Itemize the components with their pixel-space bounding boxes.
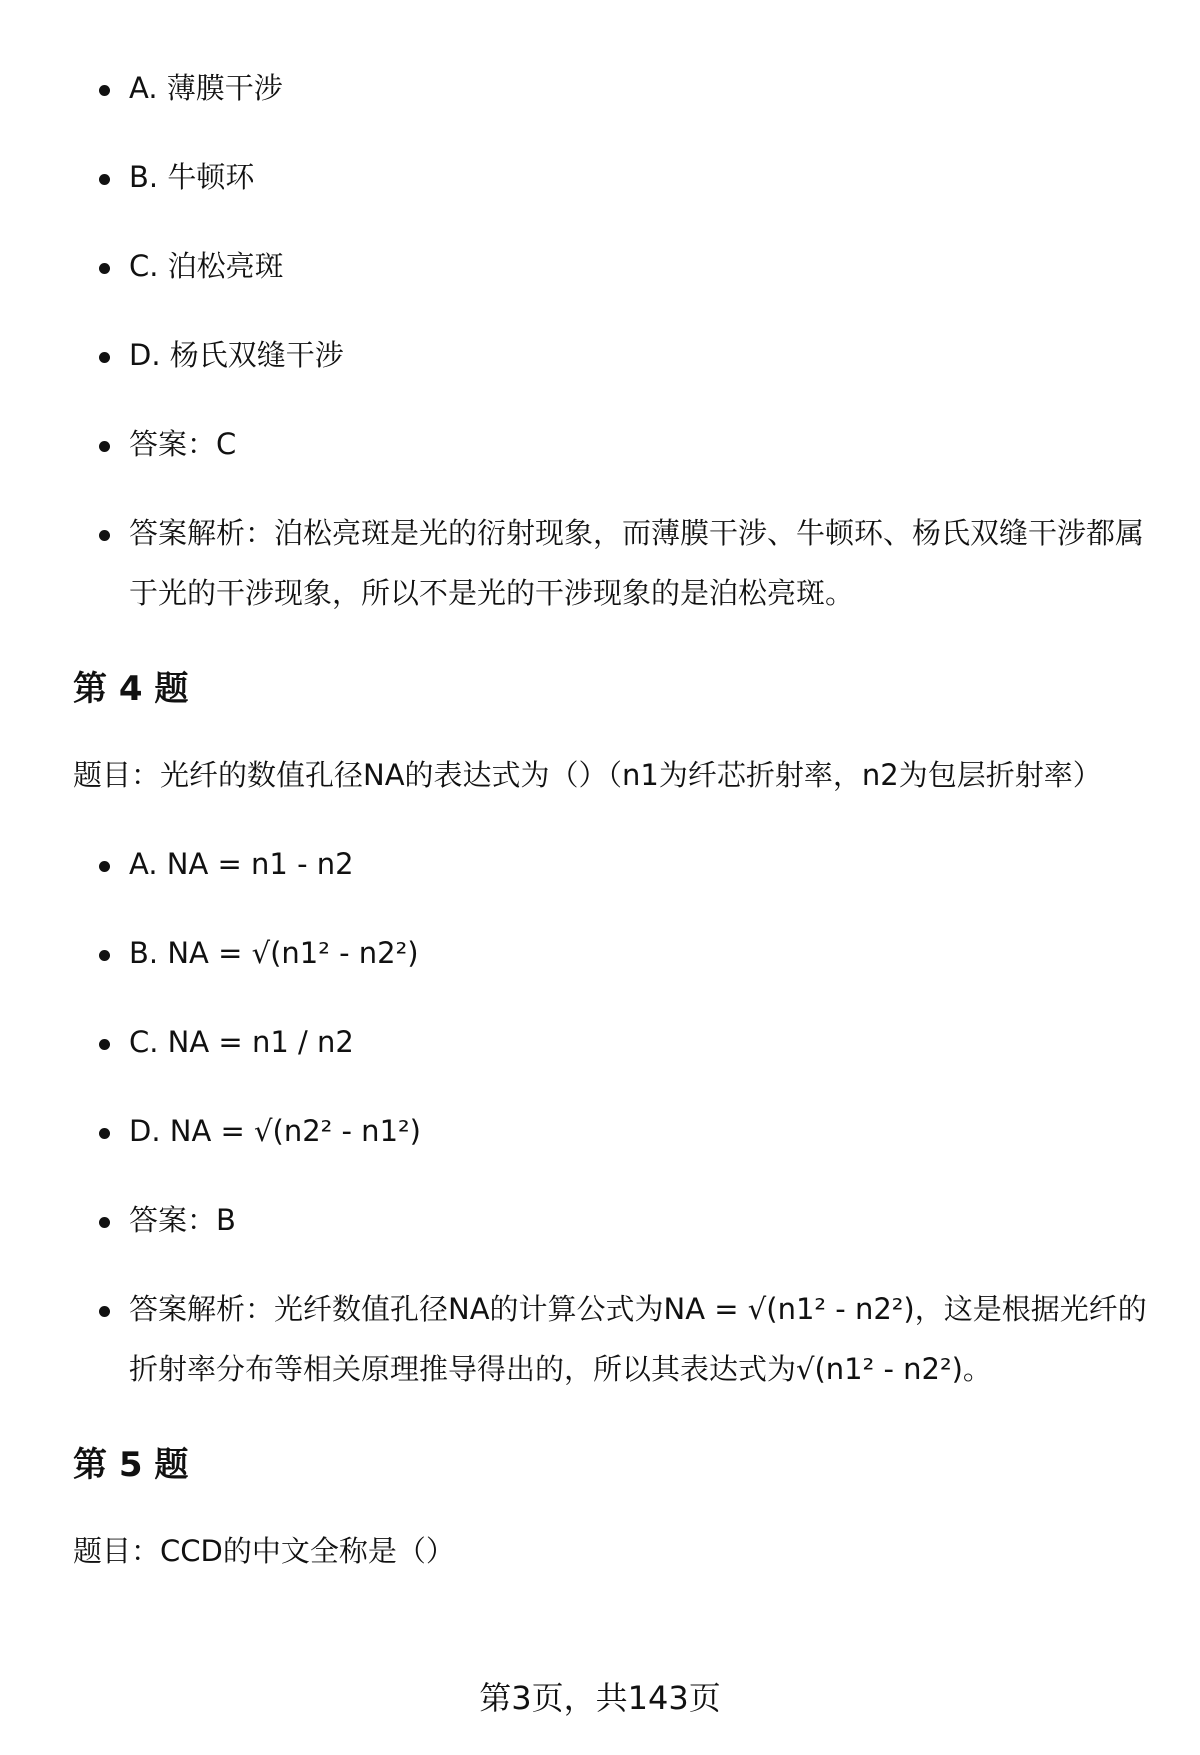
question-4-heading: 第 4 题 [73,669,189,709]
page-number-footer: 第3页，共143页 [479,1679,721,1717]
list-item: B. NA = √(n1² - n2²) [73,923,1153,983]
page-content [73,58,1153,1610]
question-5-heading: 第 5 题 [73,1445,189,1485]
question-3-list [73,58,1153,623]
list-item: D. NA = √(n2² - n1²) [73,1101,1153,1161]
list-item: B. 牛顿环 [73,147,1153,207]
answer-item: 答案：C [73,414,1153,474]
list-item: C. NA = n1 / n2 [73,1012,1153,1072]
list-item: A. 薄膜干涉 [73,58,1153,118]
list-item: A. NA = n1 - n2 [73,834,1153,894]
explanation-item: 答案解析：泊松亮斑是光的衍射现象，而薄膜干涉、牛顿环、杨氏双缝干涉都属于光的干涉现象，所以不是光的干涉现象的是泊松亮斑。 [73,503,1153,623]
question-4-stem: 题目：光纤的数值孔径NA的表达式为（）（n1为纤芯折射率，n2为包层折射率） [73,758,1102,792]
question-4-list [73,834,1153,1399]
answer-item: 答案：B [73,1190,1153,1250]
list-item: C. 泊松亮斑 [73,236,1153,296]
question-5-stem: 题目：CCD的中文全称是（） [73,1534,455,1568]
list-item: D. 杨氏双缝干涉 [73,325,1153,385]
explanation-item: 答案解析：光纤数值孔径NA的计算公式为NA = √(n1² - n2²)，这是根据光纤的折射率分布等相关原理推导得出的，所以其表达式为√(n1² - n2²)。 [73,1279,1153,1399]
